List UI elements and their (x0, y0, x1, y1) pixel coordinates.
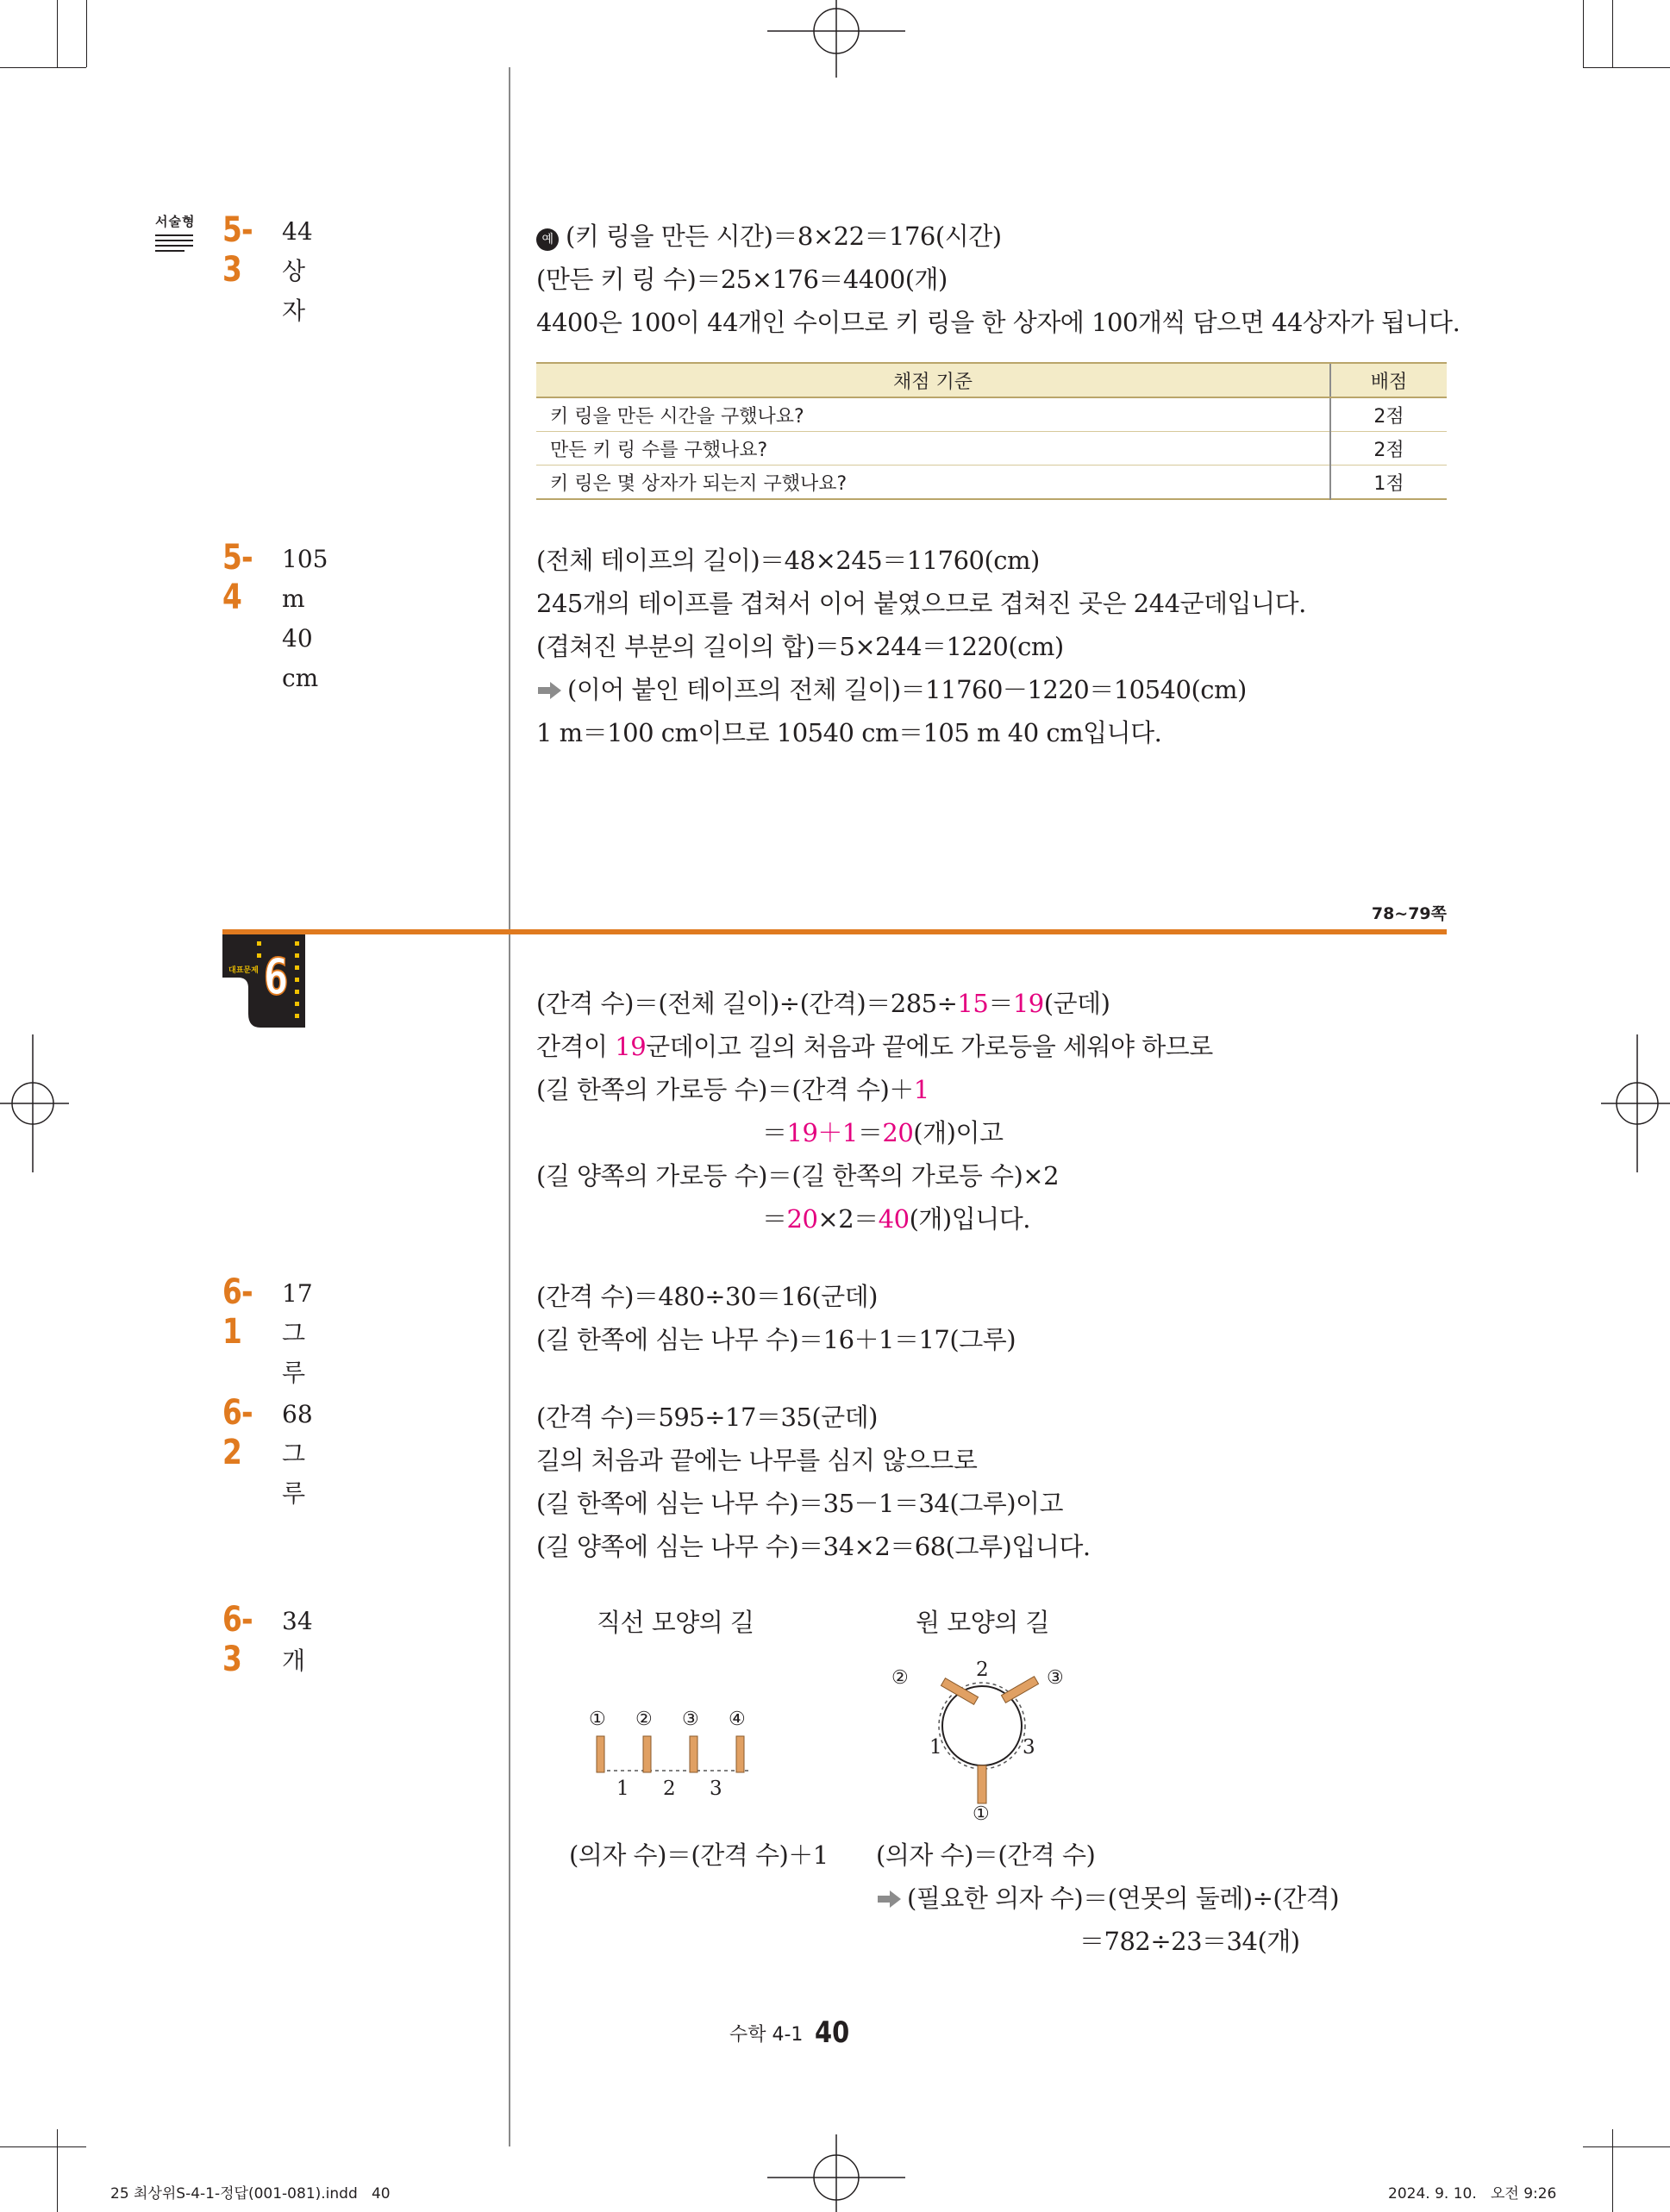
criteria-cell: 만든 키 링 수를 구했나요? (536, 432, 1330, 466)
example-mark-icon: 예 (536, 228, 559, 251)
formula-circle: (의자 수)＝(간격 수) (876, 1840, 1096, 1870)
page-reference: 78~79쪽 (1371, 904, 1447, 923)
table-row (536, 397, 1447, 432)
post-label: ③ (1047, 1667, 1064, 1689)
criteria-cell: 키 링은 몇 상자가 되는지 구했나요? (536, 466, 1330, 500)
problem-answer: 68그루 (282, 1400, 313, 1508)
header-criteria: 채점 기준 (536, 363, 1330, 397)
badge-number: 6 (264, 947, 289, 1006)
table-header (536, 363, 1447, 397)
solution-line: 길의 처음과 끝에는 나무를 심지 않으므로 (536, 1446, 978, 1475)
post-label: ① (589, 1709, 606, 1730)
post-label: ② (891, 1667, 909, 1689)
badge-label: 대표문제 (228, 966, 259, 975)
gap-label: 2 (663, 1778, 676, 1800)
page-number: 40 (814, 2015, 849, 2050)
solution-6-1 (536, 1279, 1016, 1357)
points-cell: 2점 (1330, 432, 1447, 466)
registration-mark-top (767, 0, 905, 78)
solution-line: (만든 키 링 수)＝25×176＝4400(개) (536, 265, 948, 294)
problem-answer: 44상자 (282, 217, 313, 325)
page-footer (729, 2015, 855, 2050)
solution-line: (필요한 의자 수)＝(연못의 둘레)÷(간격) (876, 1881, 1339, 1915)
solution-line: (길 한쪽에 심는 나무 수)＝35－1＝34(그루)이고 (536, 1489, 1064, 1518)
column-divider (509, 67, 510, 2146)
solution-line: 245개의 테이프를 겹쳐서 이어 붙였으므로 겹쳐진 곳은 244군데입니다. (536, 589, 1306, 618)
straight-road-diagram (579, 1703, 769, 1807)
solution-line: (길 양쪽에 심는 나무 수)＝34×2＝68(그루)입니다. (536, 1532, 1091, 1561)
arrow-right-icon (876, 1890, 902, 1909)
problem-answer: 105 m 40 cm (282, 545, 328, 692)
arrow-right-icon (536, 681, 562, 700)
table-row (536, 432, 1447, 466)
gap-label: 1 (616, 1778, 629, 1800)
problem-number: 6-1 (222, 1272, 253, 1352)
solution-line: (이어 붙인 테이프의 전체 길이)＝11760－1220＝10540(cm) (536, 672, 1306, 707)
points-cell: 1점 (1330, 466, 1447, 500)
solution-line: (길 한쪽의 가로등 수)＝(간격 수)＋1 (536, 1075, 929, 1104)
criteria-cell: 키 링을 만든 시간을 구했나요? (536, 397, 1330, 432)
solution-line: (겹쳐진 부분의 길이의 합)＝5×244＝1220(cm) (536, 632, 1064, 661)
circle-road-diagram (888, 1652, 1095, 1841)
solution-5-3 (536, 219, 1460, 340)
solution-line: (길 한쪽에 심는 나무 수)＝16＋1＝17(그루) (536, 1325, 1016, 1354)
problem-number: 5-3 (222, 210, 253, 290)
solution-line: (길 양쪽의 가로등 수)＝(길 한쪽의 가로등 수)×2 (536, 1161, 1060, 1190)
solution-line: ＝782÷23＝34(개) (1079, 1927, 1300, 1956)
registration-mark-right (1601, 1034, 1670, 1172)
circle-road-figure (888, 1652, 1095, 1841)
table-row (536, 466, 1447, 500)
representative-problem-badge (222, 934, 305, 1028)
solution-line: ＝19＋1＝20(개)이고 (762, 1118, 1004, 1147)
problem-number: 6-3 (222, 1600, 253, 1679)
badge-lines-icon (155, 234, 193, 252)
solution-line: (간격 수)＝595÷17＝35(군데) (536, 1403, 878, 1432)
solution-line: 1 m＝100 cm이므로 10540 cm＝105 m 40 cm입니다. (536, 718, 1162, 747)
descriptive-badge-label: 서술형 (155, 214, 196, 229)
formula-straight: (의자 수)＝(간격 수)＋1 (569, 1840, 829, 1870)
points-cell: 2점 (1330, 397, 1447, 432)
registration-mark-left (0, 1034, 69, 1172)
gap-label: 3 (1023, 1736, 1035, 1759)
solution-6 (536, 986, 1213, 1236)
solution-line: ＝20×2＝40(개)입니다. (762, 1204, 1030, 1234)
header-points: 배점 (1330, 363, 1447, 397)
post-label: ④ (729, 1709, 746, 1730)
solution-5-4 (536, 543, 1306, 750)
print-date-slug: 2024. 9. 10. 오전 9:26 (1388, 2185, 1557, 2203)
solution-6-2 (536, 1400, 1091, 1564)
gap-label: 1 (929, 1736, 942, 1759)
book-name: 수학 4-1 (729, 2024, 804, 2046)
problem-answer: 34개 (282, 1607, 313, 1675)
solution-line: (간격 수)＝(전체 길이)÷(간격)＝285÷15＝19(군데) (536, 989, 1110, 1018)
solution-line: 4400은 100이 44개인 수이므로 키 링을 한 상자에 100개씩 담으면 44상자가 됩니다. (536, 308, 1460, 337)
print-file-slug: 25 최상위S-4-1-정답(001-081).indd 40 (110, 2185, 391, 2203)
gap-label: 2 (976, 1659, 989, 1681)
solution-line: 예 (키 링을 만든 시간)＝8×22＝176(시간) (536, 219, 1460, 253)
descriptive-badge (155, 214, 196, 252)
solution-line: (간격 수)＝480÷30＝16(군데) (536, 1282, 878, 1311)
post-label: ③ (682, 1709, 699, 1730)
problem-number: 5-4 (222, 538, 253, 617)
scoring-table (536, 362, 1447, 500)
solution-line: (전체 테이프의 길이)＝48×245＝11760(cm) (536, 546, 1040, 575)
registration-mark-bottom (767, 2134, 905, 2212)
problem-number: 6-2 (222, 1393, 253, 1472)
gap-label: 3 (710, 1778, 722, 1800)
section-divider-line (222, 929, 1447, 934)
solution-line: 간격이 19군데이고 길의 처음과 끝에도 가로등을 세워야 하므로 (536, 1032, 1213, 1061)
post-label: ① (973, 1803, 990, 1825)
problem-answer: 17그루 (282, 1279, 313, 1387)
straight-road-title: 직선 모양의 길 (597, 1608, 754, 1637)
circle-road-title: 원 모양의 길 (916, 1608, 1050, 1637)
post-label: ② (635, 1709, 653, 1730)
